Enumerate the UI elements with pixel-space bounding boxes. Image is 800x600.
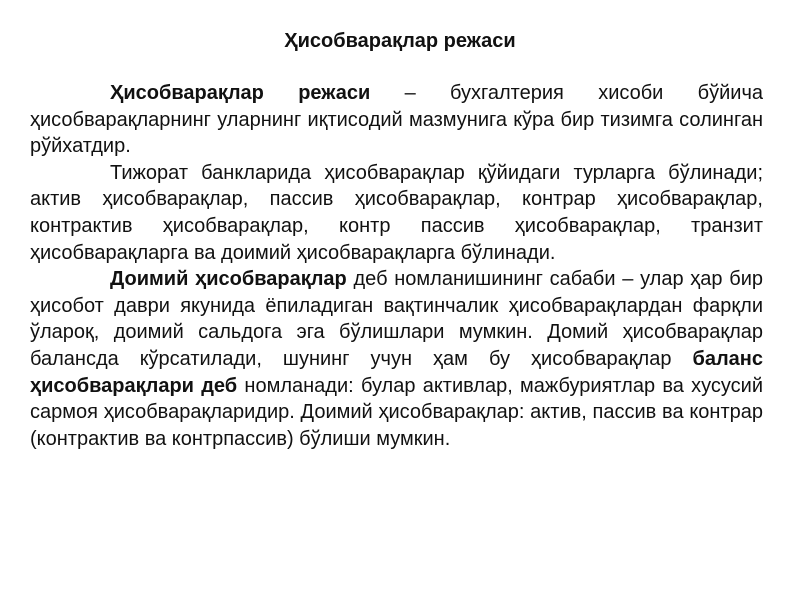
- paragraph-permanent-accounts: [30, 266, 763, 452]
- paragraph-permanent-accounts-text-2: номланади: булар активлар, мажбуриятлар ва хусусий сармоя ҳисобварақларидир. Доимий ҳисобварақлар: актив, пассив ва контрар (контрактив ва контрпассив) бўлиши мумкин.: [30, 374, 764, 450]
- paragraph-definition-text: – бухгалтерия хисоби бўйича ҳисобварақларнинг уларнинг иқтисодий мазмунига кўра бир тизимга солинган рўйхатдир.: [30, 82, 763, 158]
- body-text: [30, 80, 763, 452]
- paragraph-definition: [30, 80, 763, 160]
- bold-term-balance-accounts: баланс ҳисобварақлари деб: [30, 347, 763, 397]
- bold-term-chart-of-accounts: Ҳисобварақлар режаси: [110, 82, 371, 104]
- bold-term-permanent-accounts: Доимий ҳисобварақлар: [110, 268, 347, 291]
- paragraph-account-types-text: Тижорат банкларида ҳисобварақлар қўйидаги турларга бўлинади; актив ҳисобварақлар, пассив ҳисобварақлар, контрар ҳисобварақлар, контрактив ҳисобварақлар, контр пассив ҳисобварақлар, транзит ҳисобварақларга ва доимий ҳисобварақларга бўлинади.: [30, 161, 763, 264]
- paragraph-account-types: [30, 160, 763, 266]
- page-title: Ҳисобварақлар режаси: [284, 30, 516, 52]
- paragraph-permanent-accounts-text-1: деб номланишининг сабаби – улар ҳар бир ҳисобот даври якунида ёпиладиган вақтинчалик ҳисобварақлардан фарқли ўлароқ, доимий сальдога эга бўлишлари мумкин. Домий ҳисобварақлар балансда кўрсатилади, шунинг учун ҳам бу ҳисобварақлар: [30, 268, 764, 370]
